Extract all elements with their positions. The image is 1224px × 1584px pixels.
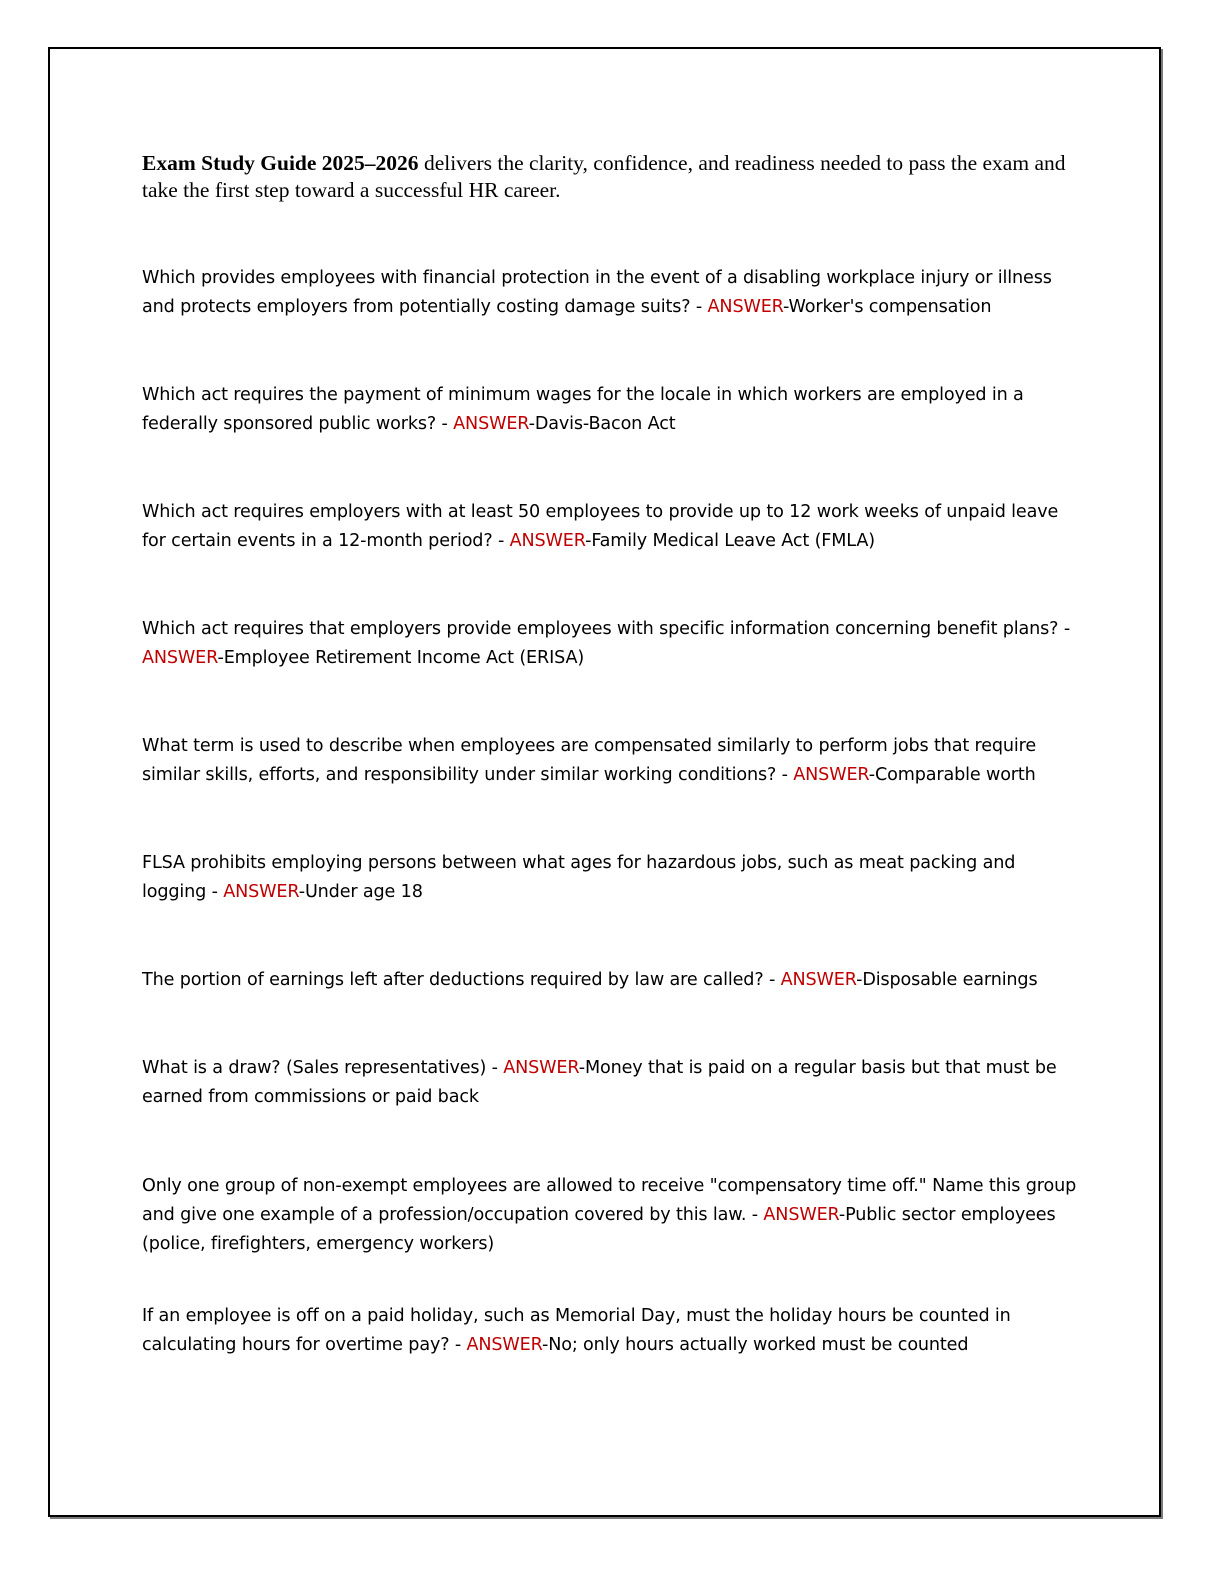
answer: Employee Retirement Income Act (ERISA) <box>223 648 585 668</box>
question: Which provides employees with financial protection in the event of a disabling workplace injury or illness and protects employers from potentially costing damage suits? <box>142 268 1052 317</box>
qa-item: If an employee is off on a paid holiday, such as Memorial Day, must the holiday hours be counted in calculating hours for overtime pay? - ANSWER-No; only hours actually worked must be counted <box>142 1306 1011 1355</box>
question: Only one group of non-exempt employees are allowed to receive "compensatory time off." Name this group and give one example of a profession/occupation covered by this law. <box>142 1176 1077 1225</box>
qa-item: Which act requires employers with at least 50 employees to provide up to 12 work weeks of unpaid leave for certain events in a 12-month period? - ANSWER-Family Medical Leave Act (FMLA) <box>142 502 1059 551</box>
answer-label: ANSWER <box>707 297 784 317</box>
intro-paragraph <box>142 150 1082 204</box>
answer: No; only hours actually worked must be counted <box>548 1335 969 1355</box>
question: If an employee is off on a paid holiday, such as Memorial Day, must the holiday hours be counted in calculating hours for overtime pay? <box>142 1306 1011 1355</box>
qa-item: FLSA prohibits employing persons between what ages for hazardous jobs, such as meat packing and logging - ANSWER-Under age 18 <box>142 853 1016 902</box>
document-content <box>142 150 1082 1355</box>
intro-text: delivers the clarity, confidence, and readiness needed to pass the exam and take the first step toward a successful HR career. <box>142 151 1066 202</box>
qa-item: Which act requires that employers provide employees with specific information concerning benefit plans? - ANSWER-Employee Retirement Income Act (ERISA) <box>142 619 1071 668</box>
answer-label: ANSWER <box>509 531 586 551</box>
answer: Disposable earnings <box>862 970 1038 990</box>
qa-item: Only one group of non-exempt employees are allowed to receive "compensatory time off." Name this group and give one example of a profession/occupation covered by this law. - ANSWER-Public sector employees (police, firefighters, emergency workers) <box>142 1176 1077 1254</box>
qa-item: What is a draw? (Sales representatives) - ANSWER-Money that is paid on a regular basis but that must be earned from commissions or paid back <box>142 1058 1057 1107</box>
answer: Comparable worth <box>874 765 1036 785</box>
answer: Family Medical Leave Act (FMLA) <box>591 531 875 551</box>
answer: Public sector employees (police, firefighters, emergency workers) <box>142 1205 1056 1254</box>
question: FLSA prohibits employing persons between what ages for hazardous jobs, such as meat packing and logging <box>142 853 1016 902</box>
answer-label: ANSWER <box>223 882 299 902</box>
answer: Under age 18 <box>304 882 423 902</box>
intro-title: Exam Study Guide 2025–2026 <box>142 151 419 175</box>
answer: Davis-Bacon Act <box>534 414 676 434</box>
qa-item: Which act requires the payment of minimum wages for the locale in which workers are employed in a federally sponsored public works? - ANSWER-Davis-Bacon Act <box>142 385 1024 434</box>
answer-label: ANSWER <box>453 414 529 434</box>
answer-label: ANSWER <box>142 648 218 668</box>
question: Which act requires employers with at least 50 employees to provide up to 12 work weeks of unpaid leave for certain events in a 12-month period? <box>142 502 1059 551</box>
answer-label: ANSWER <box>466 1335 542 1355</box>
answer-label: ANSWER <box>763 1205 839 1225</box>
qa-item: Which provides employees with financial protection in the event of a disabling workplace injury or illness and protects employers from potentially costing damage suits? - ANSWER-Worker's compensation <box>142 268 1052 317</box>
answer: Money that is paid on a regular basis but that must be earned from commissions or paid back <box>142 1058 1057 1107</box>
answer-label: ANSWER <box>793 765 869 785</box>
question: The portion of earnings left after deductions required by law are called? <box>142 970 764 990</box>
qa-item: The portion of earnings left after deductions required by law are called? - ANSWER-Disposable earnings <box>142 970 1038 990</box>
answer-label: ANSWER <box>503 1058 579 1078</box>
question: Which act requires the payment of minimum wages for the locale in which workers are employed in a federally sponsored public works? <box>142 385 1024 434</box>
answer-label: ANSWER <box>780 970 857 990</box>
question: What term is used to describe when employees are compensated similarly to perform jobs that require similar skills, efforts, and responsibility under similar working conditions? <box>142 736 1037 785</box>
question: What is a draw? (Sales representatives) <box>142 1058 487 1078</box>
qa-item: What term is used to describe when employees are compensated similarly to perform jobs that require similar skills, efforts, and responsibility under similar working conditions? - ANSWER-Comparable worth <box>142 736 1037 785</box>
answer: Worker's compensation <box>788 297 992 317</box>
question: Which act requires that employers provide employees with specific information concerning benefit plans? <box>142 619 1059 639</box>
